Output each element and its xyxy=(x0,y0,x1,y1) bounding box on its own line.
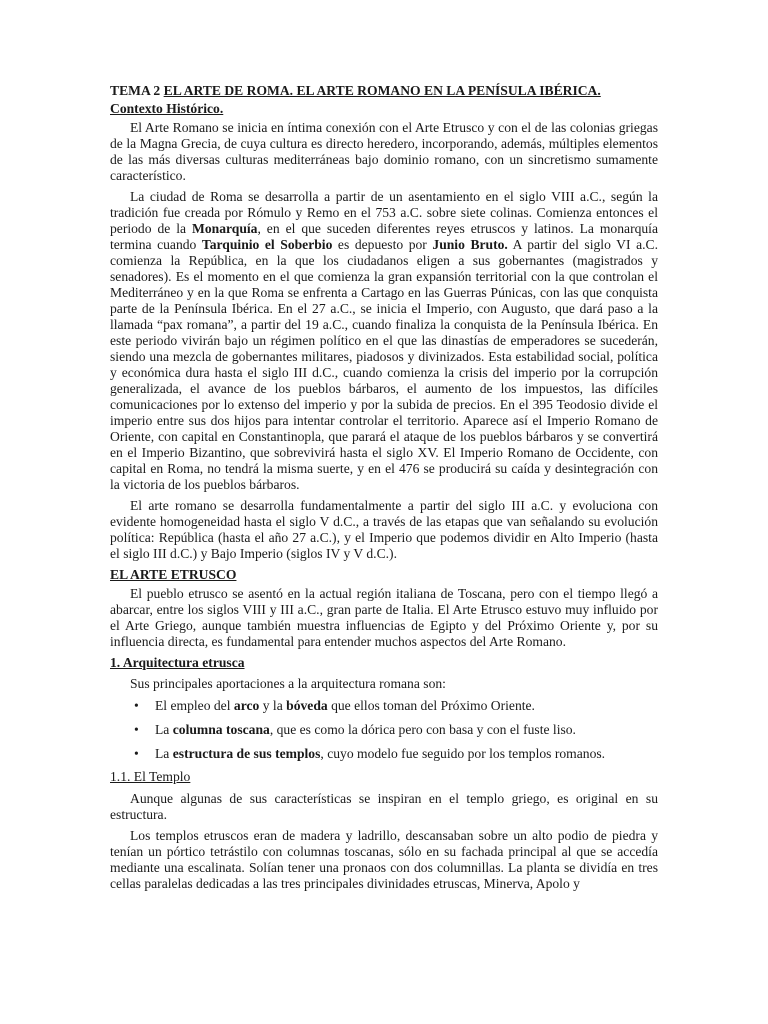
document-body xyxy=(110,83,658,892)
list-item: • La estructura de sus templos, cuyo modelo fue seguido por los templos romanos. xyxy=(134,746,606,761)
history-tarquinio: Tarquinio el Soberbio xyxy=(201,237,333,252)
title-main: EL ARTE DE ROMA. EL ARTE ROMANO EN LA PENÍSULA IBÉRICA. xyxy=(163,83,601,98)
paragraph-history xyxy=(110,189,658,493)
paragraph-etrusco: El pueblo etrusco se asentó en la actual región italiana de Toscana, pero con el tiempo llegó a abarcar, entre los siglos VIII y III a.C., gran parte de Italia. El Arte Etrusco estuvo muy influido por el Arte Griego, aunque también muestra influencias de Egipto y del Próximo Oriente y, por su influencia directa, es fundamental para entender muchos aspectos del Arte Romano. xyxy=(110,586,658,649)
history-text-d: es depuesto por xyxy=(332,237,433,252)
bullet-icon: • xyxy=(134,746,139,761)
aportaciones-list xyxy=(110,698,658,762)
history-junio-bruto: Junio Bruto. xyxy=(432,237,508,252)
paragraph-intro: El Arte Romano se inicia en íntima conexión con el Arte Etrusco y con el de las colonias griegas de la Magna Grecia, de cuya cultura es directo heredero, incorporando, además, múltiples elementos de las más diversas culturas mediterráneas bajo dominio romano, con un sincretismo sumamente característico. xyxy=(110,120,658,183)
paragraph-evolution: El arte romano se desarrolla fundamentalmente a partir del siglo III a.C. y evoluciona con evidente homogeneidad hasta el siglo V d.C., a través de las etapas que van señalando su evolución política: República (hasta el año 27 a.C.), y el Imperio que podemos dividir en Alto Imperio (hasta el siglo III d.C.) y Bajo Imperio (siglos IV y V d.C.). xyxy=(110,498,658,561)
bullet-icon: • xyxy=(134,722,139,737)
history-text-a: La ciudad de Roma se desarrolla a partir de un asentamiento en el siglo VIII a.C., según la tradición fue creada por Rómulo y Remo en el 753 a.C. sobre siete colinas. Comienza entonces el periodo de la xyxy=(110,189,658,236)
arquitectura-heading: 1. Arquitectura etrusca xyxy=(110,655,245,670)
etrusco-heading: EL ARTE ETRUSCO xyxy=(110,567,237,582)
bullet-icon: • xyxy=(134,698,139,713)
list-item: • El empleo del arco y la bóveda que ellos toman del Próximo Oriente. xyxy=(134,698,535,713)
history-text-e: A partir del siglo VI a.C. comienza la República, en la que los ciudadanos eligen a sus gobernantes (magistrados y senadores). Es el momento en el que comienza la gran expansión territorial con la que controlan el Mediterráneo y en la que Roma se enfrenta a Cartago en las Guerras Púnicas, con las que conquista parte de la Península Ibérica. En el 27 a.C., se inicia el Imperio, con Augusto, que dará paso a la llamada “pax romana”, a partir del 19 a.C., cuando finaliza la conquista de la Península Ibérica. En este periodo vivirán bajo un régimen político en el que las dinastías de emperadores se sucederán, siendo una mezcla de gobernantes militares, piadosos y divinizados. Esta estabilidad social, política y económica dura hasta el siglo III d.C., cuando comienza la crisis del imperio por la corrupción generalizada, el avance de los pueblos bárbaros, el aumento de los impuestos, las difíciles comunicaciones por lo extenso del imperio y por la subida de precios. En el 395 Teodosio divide el imperio entre sus dos hijos para intentar controlar el territorio. Aparece así el Imperio Romano de Oriente, con capital en Constantinopla, que parará el ataque de los pueblos bárbaros y se convertirá en el Imperio Bizantino, que sobrevivirá hasta el siglo XV. El Imperio Romano de Occidente, con capital en Roma, no tendrá la misma suerte, y en el 476 se producirá su caída y desintegración con la victoria de los pueblos bárbaros. xyxy=(110,237,658,492)
page-title xyxy=(110,83,658,99)
context-heading: Contexto Histórico. xyxy=(110,101,224,116)
paragraph-aportaciones: Sus principales aportaciones a la arquitectura romana son: xyxy=(130,676,446,691)
templo-heading: 1.1. El Templo xyxy=(110,769,191,784)
paragraph-templo-desc: Los templos etruscos eran de madera y ladrillo, descansaban sobre un alto podio de piedra y tenían un pórtico tetrástilo con columnas toscanas, sólo en su fachada principal al que se accedía mediante una escalinata. Solían tener una pronaos con dos columnillas. La planta se dividía en tres cellas paralelas dedicadas a las tres principales divinidades etruscas, Minerva, Apolo y xyxy=(110,828,658,891)
paragraph-templo-intro: Aunque algunas de sus características se inspiran en el templo griego, es original en su estructura. xyxy=(110,791,658,822)
history-monarquia: Monarquía xyxy=(192,221,258,236)
list-item: • La columna toscana, que es como la dórica pero con basa y con el fuste liso. xyxy=(134,722,576,737)
title-prefix: TEMA 2 xyxy=(110,83,164,98)
history-text-c: , en el que suceden diferentes reyes etruscos y latinos. La monarquía termina cuando xyxy=(110,221,658,252)
